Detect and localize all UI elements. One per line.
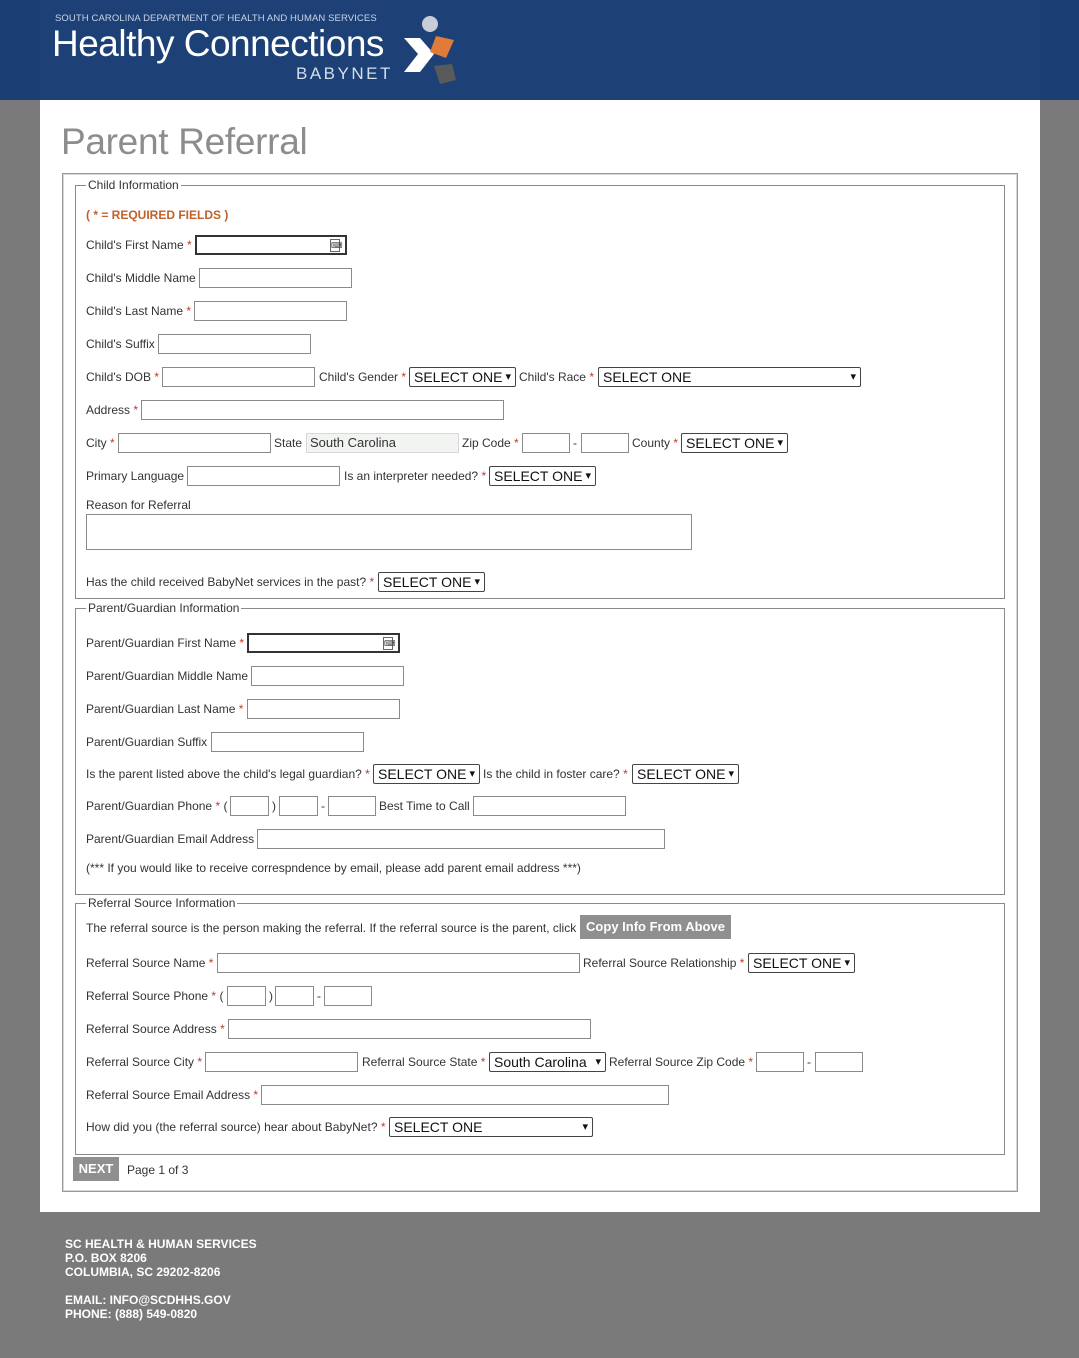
- referral-zip-label: Referral Source Zip Code *: [609, 1055, 754, 1069]
- child-suffix-input[interactable]: [158, 334, 311, 354]
- child-dob-input[interactable]: [162, 367, 315, 387]
- babynet-logo-icon: [400, 14, 462, 88]
- referral-email-input[interactable]: [261, 1085, 669, 1105]
- referral-email-label: Referral Source Email Address *: [86, 1088, 259, 1102]
- footer-city: COLUMBIA, SC 29202-8206: [65, 1265, 221, 1279]
- keyboard-icon[interactable]: ⌨: [331, 241, 343, 250]
- chevron-down-icon: ▾: [582, 1121, 588, 1133]
- zip-dash: -: [573, 436, 577, 450]
- keyboard-icon[interactable]: ⌨: [384, 639, 396, 648]
- child-middle-name-input[interactable]: [199, 268, 352, 288]
- chevron-down-icon: ▾: [844, 957, 850, 969]
- referral-name-label: Referral Source Name *: [86, 956, 214, 970]
- reason-textarea[interactable]: [86, 514, 692, 550]
- child-first-name-label: Child's First Name *: [86, 238, 192, 252]
- referral-intro-text: The referral source is the person making the referral. If the referral source is the parent, click: [86, 921, 577, 935]
- foster-care-label: Is the child in foster care? *: [483, 767, 628, 781]
- chevron-down-icon: ▾: [505, 371, 511, 383]
- best-time-label: Best Time to Call: [379, 799, 470, 813]
- page-content: [40, 100, 1040, 1212]
- primary-language-input[interactable]: [187, 466, 340, 486]
- guardian-middle-name-input[interactable]: [251, 666, 404, 686]
- chevron-down-icon: ▾: [850, 371, 856, 383]
- referral-form: [62, 173, 1018, 1192]
- chevron-down-icon: ▾: [728, 768, 734, 780]
- child-gender-label: Child's Gender *: [319, 370, 407, 384]
- referral-state-select[interactable]: South Carolina ▾: [489, 1052, 606, 1072]
- brand-name: Healthy Connections: [52, 23, 384, 64]
- child-race-label: Child's Race *: [519, 370, 594, 384]
- guardian-phone-area-input[interactable]: [230, 796, 269, 816]
- referral-phone-prefix-input[interactable]: [275, 986, 314, 1006]
- primary-language-label: Primary Language: [86, 469, 185, 483]
- guardian-phone-label: Parent/Guardian Phone * (: [86, 799, 228, 813]
- legal-guardian-label: Is the parent listed above the child's legal guardian? *: [86, 767, 370, 781]
- chevron-down-icon: ▾: [469, 768, 475, 780]
- child-first-name-input[interactable]: [195, 235, 347, 255]
- referral-zip-ext-input[interactable]: [815, 1052, 863, 1072]
- guardian-info-legend: Parent/Guardian Information: [88, 601, 240, 615]
- site-header: [40, 0, 1040, 100]
- referral-zip-input[interactable]: [756, 1052, 804, 1072]
- referral-address-label: Referral Source Address *: [86, 1022, 225, 1036]
- foster-care-select[interactable]: SELECT ONE ▾: [632, 764, 739, 784]
- guardian-first-name-label: Parent/Guardian First Name *: [86, 636, 245, 650]
- guardian-info-fieldset: [75, 601, 1005, 895]
- past-services-label: Has the child received BabyNet services in the past? *: [86, 575, 375, 589]
- interpreter-label: Is an interpreter needed? *: [344, 469, 487, 483]
- address-input[interactable]: [141, 400, 504, 420]
- department-name: SOUTH CAROLINA DEPARTMENT OF HEALTH AND HUMAN SERVICES: [55, 13, 377, 24]
- guardian-last-name-label: Parent/Guardian Last Name *: [86, 702, 244, 716]
- reason-label: Reason for Referral: [86, 498, 191, 512]
- footer-org: SC HEALTH & HUMAN SERVICES: [65, 1237, 257, 1251]
- referral-source-legend: Referral Source Information: [88, 896, 236, 910]
- state-label: State: [274, 436, 303, 450]
- referral-city-label: Referral Source City *: [86, 1055, 203, 1069]
- zip-label: Zip Code *: [462, 436, 519, 450]
- county-select[interactable]: SELECT ONE ▾: [681, 433, 788, 453]
- footer-phone[interactable]: PHONE: (888) 549-0820: [65, 1307, 198, 1321]
- guardian-email-label: Parent/Guardian Email Address: [86, 832, 255, 846]
- child-dob-label: Child's DOB *: [86, 370, 159, 384]
- chevron-down-icon: ▾: [474, 576, 480, 588]
- required-fields-note: ( * = REQUIRED FIELDS ): [86, 208, 229, 222]
- city-label: City *: [86, 436, 115, 450]
- zip-input[interactable]: [522, 433, 570, 453]
- footer-address: [65, 1237, 257, 1279]
- referral-phone-paren: ): [269, 989, 273, 1003]
- referral-relationship-label: Referral Source Relationship *: [583, 956, 745, 970]
- address-label: Address *: [86, 403, 139, 417]
- state-input: South Carolina: [306, 433, 459, 453]
- guardian-phone-line-input[interactable]: [328, 796, 376, 816]
- brand-sub: BABYNET: [296, 64, 393, 83]
- page-indicator: Page 1 of 3: [127, 1163, 189, 1177]
- heard-about-select[interactable]: SELECT ONE ▾: [389, 1117, 593, 1137]
- guardian-phone-dash: -: [321, 799, 325, 813]
- guardian-middle-name-label: Parent/Guardian Middle Name: [86, 669, 249, 683]
- referral-phone-dash: -: [317, 989, 321, 1003]
- best-time-input[interactable]: [473, 796, 626, 816]
- next-button[interactable]: NEXT: [73, 1157, 119, 1181]
- past-services-select[interactable]: SELECT ONE ▾: [378, 572, 485, 592]
- referral-phone-line-input[interactable]: [324, 986, 372, 1006]
- child-gender-select[interactable]: SELECT ONE ▾: [409, 367, 516, 387]
- child-info-legend: Child Information: [88, 178, 179, 192]
- guardian-last-name-input[interactable]: [247, 699, 400, 719]
- referral-state-label: Referral Source State *: [362, 1055, 486, 1069]
- chevron-down-icon: ▾: [595, 1056, 601, 1068]
- guardian-phone-paren: ): [272, 799, 276, 813]
- email-note: (*** If you would like to receive correspndence by email, please add parent email address ***): [86, 861, 581, 875]
- referral-source-fieldset: [75, 896, 1005, 1155]
- referral-phone-area-input[interactable]: [227, 986, 266, 1006]
- copy-info-button[interactable]: Copy Info From Above: [580, 915, 731, 939]
- interpreter-select[interactable]: SELECT ONE ▾: [489, 466, 596, 486]
- child-suffix-label: Child's Suffix: [86, 337, 155, 351]
- child-info-fieldset: [75, 178, 1005, 599]
- guardian-first-name-input[interactable]: [247, 633, 400, 653]
- footer-box: P.O. BOX 8206: [65, 1251, 147, 1265]
- referral-phone-label: Referral Source Phone * (: [86, 989, 224, 1003]
- zip-ext-input[interactable]: [581, 433, 629, 453]
- chevron-down-icon: ▾: [777, 437, 783, 449]
- city-input[interactable]: [118, 433, 271, 453]
- footer-contact: [65, 1293, 231, 1321]
- guardian-phone-prefix-input[interactable]: [279, 796, 318, 816]
- child-last-name-label: Child's Last Name *: [86, 304, 192, 318]
- chevron-down-icon: ▾: [585, 470, 591, 482]
- guardian-email-input[interactable]: [257, 829, 665, 849]
- referral-address-input[interactable]: [228, 1019, 591, 1039]
- heard-about-label: How did you (the referral source) hear about BabyNet? *: [86, 1120, 386, 1134]
- child-middle-name-label: Child's Middle Name: [86, 271, 196, 285]
- child-race-select[interactable]: SELECT ONE ▾: [598, 367, 861, 387]
- footer-email[interactable]: EMAIL: INFO@SCDHHS.GOV: [65, 1293, 231, 1307]
- referral-relationship-select[interactable]: SELECT ONE ▾: [748, 953, 855, 973]
- referral-name-input[interactable]: [217, 953, 580, 973]
- referral-city-input[interactable]: [205, 1052, 358, 1072]
- guardian-suffix-input[interactable]: [211, 732, 364, 752]
- child-last-name-input[interactable]: [194, 301, 347, 321]
- referral-zip-dash: -: [807, 1055, 811, 1069]
- county-label: County *: [632, 436, 679, 450]
- page-title: Parent Referral: [61, 121, 308, 162]
- legal-guardian-select[interactable]: SELECT ONE ▾: [373, 764, 480, 784]
- guardian-suffix-label: Parent/Guardian Suffix: [86, 735, 208, 749]
